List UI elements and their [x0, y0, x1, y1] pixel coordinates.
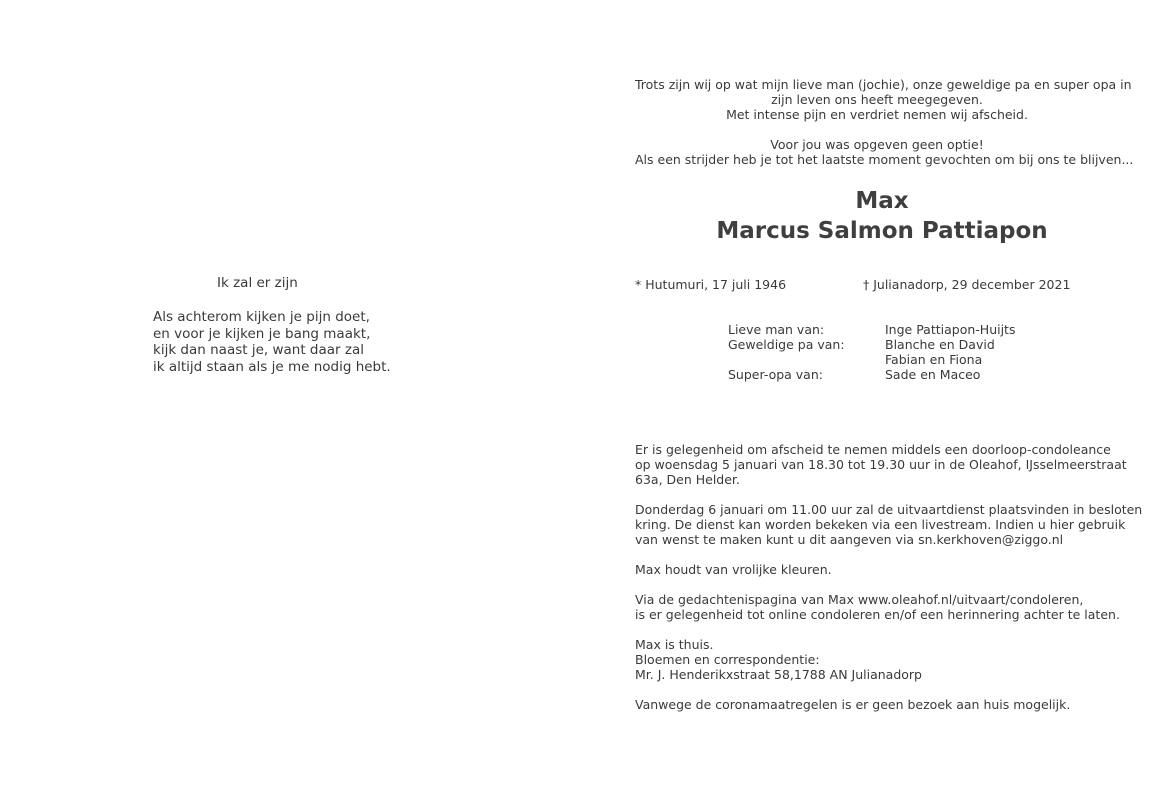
paragraph-line: kring. De dienst kan worden bekeken via een livestream. Indien u hier gebruik: [635, 517, 1126, 532]
intro-line: Trots zijn wij op wat mijn lieve man (jochie), onze geweldige pa en super opa in: [635, 77, 1132, 92]
colors-paragraph: [635, 562, 832, 577]
paragraph-line: op woensdag 5 januari van 18.30 tot 19.30 uur in de Oleahof, IJsselmeerstraat: [635, 457, 1127, 472]
deceased-full-name: Marcus Salmon Pattiapon: [716, 218, 1048, 244]
birth-info: * Hutumuri, 17 juli 1946: [635, 277, 787, 292]
paragraph-line: is er gelegenheid tot online condoleren en/of een herinnering achter te laten.: [635, 607, 1120, 622]
poem-title: Ik zal er zijn: [217, 275, 298, 291]
death-info: † Julianadorp, 29 december 2021: [863, 277, 1071, 292]
intro-text: [635, 77, 1134, 167]
paragraph-line: Vanwege de coronamaatregelen is er geen bezoek aan huis mogelijk.: [635, 697, 1071, 712]
intro-line: Voor jou was opgeven geen optie!: [770, 137, 984, 152]
address-paragraph: [635, 637, 922, 682]
intro-line: Met intense pijn en verdriet nemen wij afscheid.: [726, 107, 1028, 122]
intro-line: [635, 122, 1119, 137]
poem-line: en voor je kijken je bang maakt,: [153, 325, 371, 342]
condolence-paragraph: [635, 442, 1127, 487]
poem-text: [153, 309, 391, 375]
service-paragraph: [635, 502, 1142, 547]
relation-value-husband: Inge Pattiapon-Huijts: [885, 322, 1016, 337]
paragraph-line: 63a, Den Helder.: [635, 472, 740, 487]
intro-line: zijn leven ons heeft meegegeven.: [771, 92, 983, 107]
paragraph-line: van wenst te maken kunt u dit aangeven via sn.kerkhoven@ziggo.nl: [635, 532, 1064, 547]
deceased-short-name: Max: [855, 188, 909, 214]
relation-value-grandfather: Sade en Maceo: [885, 367, 981, 382]
poem-line: kijk dan naast je, want daar zal: [153, 342, 364, 358]
relation-label-grandfather: Super-opa van:: [728, 367, 823, 382]
paragraph-line: Donderdag 6 januari om 11.00 uur zal de uitvaartdienst plaatsvinden in besloten: [635, 502, 1143, 517]
relation-value-father-1: Blanche en David: [885, 337, 995, 352]
paragraph-line: Mr. J. Henderikxstraat 58,1788 AN Julianadorp: [635, 667, 922, 682]
relation-value-father-2: Fabian en Fiona: [885, 352, 983, 367]
intro-line: Als een strijder heb je tot het laatste moment gevochten om bij ons te blijven...: [635, 152, 1134, 167]
paragraph-line: Bloemen en correspondentie:: [635, 652, 820, 667]
poem-line: ik altijd staan als je me nodig hebt.: [153, 358, 391, 375]
paragraph-line: Max is thuis.: [635, 637, 714, 652]
poem-line: Als achterom kijken je pijn doet,: [153, 309, 370, 325]
paragraph-line: Er is gelegenheid om afscheid te nemen middels een doorloop-condoleance: [635, 442, 1111, 457]
relation-label-father: Geweldige pa van:: [728, 337, 845, 352]
paragraph-line: Via de gedachtenispagina van Max www.oleahof.nl/uitvaart/condoleren,: [635, 592, 1084, 607]
online-paragraph: [635, 592, 1120, 622]
relation-label-husband: Lieve man van:: [728, 322, 825, 337]
corona-paragraph: [635, 697, 1070, 712]
paragraph-line: Max houdt van vrolijke kleuren.: [635, 562, 832, 577]
